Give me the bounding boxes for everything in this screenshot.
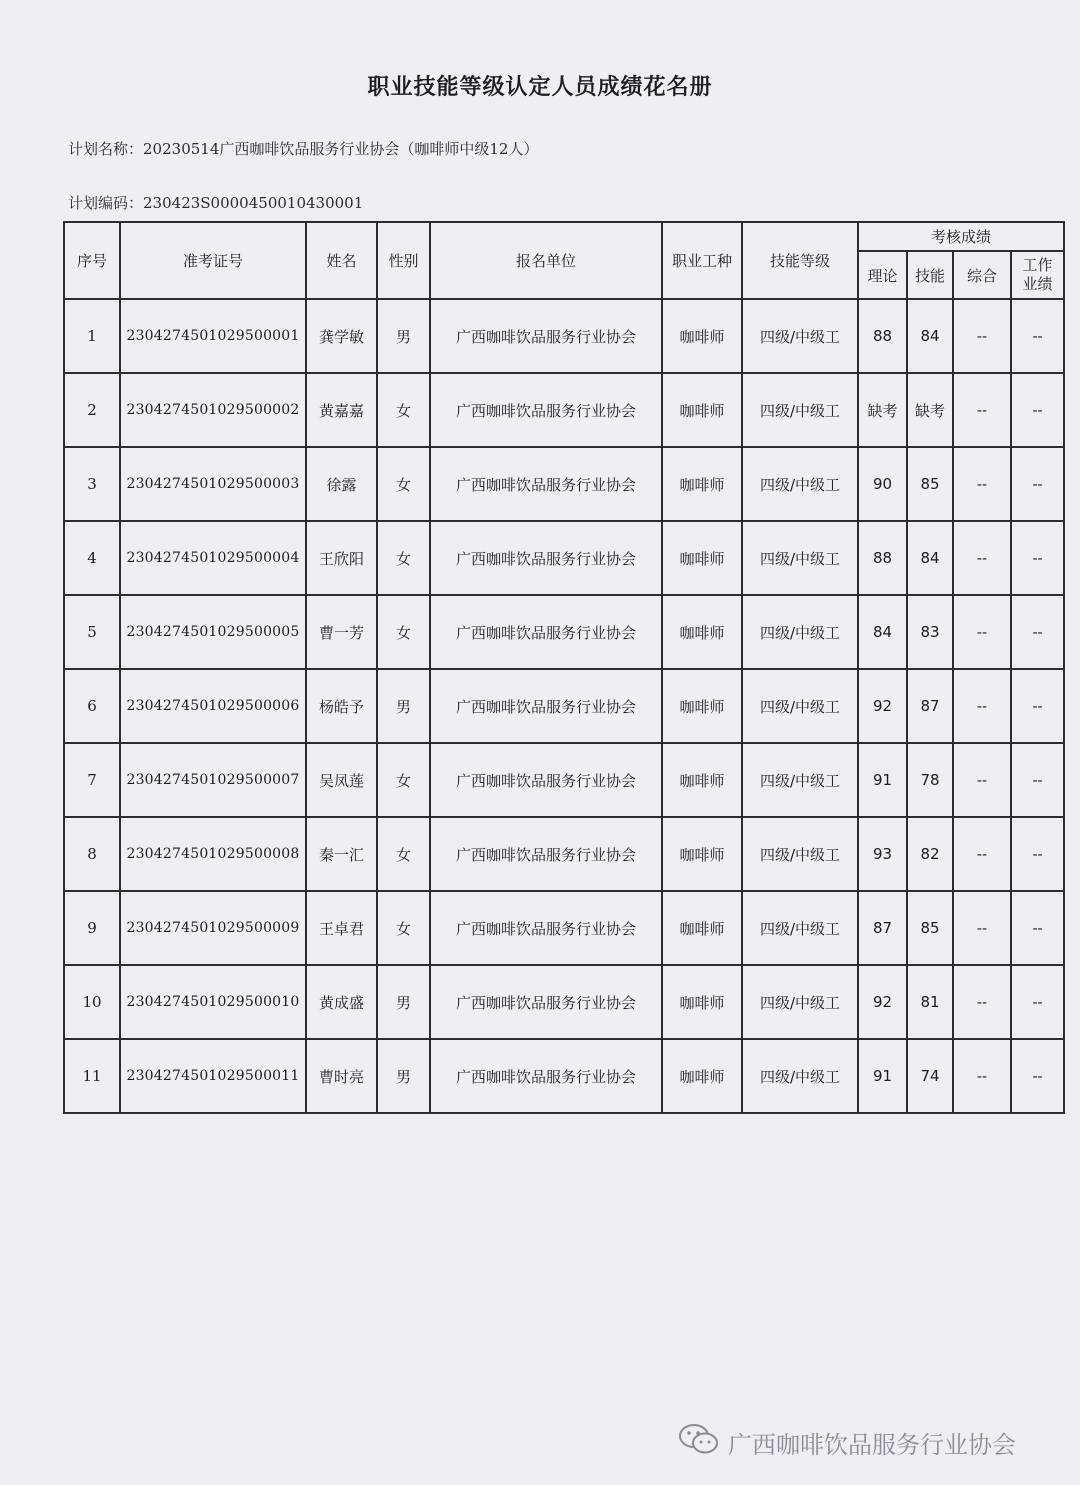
cell-exam-id: 2304274501029500008 — [120, 817, 306, 891]
cell-level: 四级/中级工 — [742, 373, 858, 447]
header-overall: 综合 — [953, 251, 1011, 299]
cell-name: 秦一汇 — [306, 817, 377, 891]
cell-theory: 88 — [858, 521, 907, 595]
roster-body — [64, 299, 1064, 1113]
cell-name: 黄嘉嘉 — [306, 373, 377, 447]
page-title: 职业技能等级认定人员成绩花名册 — [367, 75, 713, 100]
cell-skill: 78 — [907, 743, 953, 817]
cell-gender: 女 — [377, 447, 430, 521]
plan-name-label: 计划名称： — [68, 140, 144, 158]
cell-unit: 广西咖啡饮品服务行业协会 — [430, 521, 662, 595]
cell-gender: 男 — [377, 1039, 430, 1113]
cell-skill: 83 — [907, 595, 953, 669]
table-row — [64, 743, 1064, 817]
cell-theory: 87 — [858, 891, 907, 965]
cell-unit: 广西咖啡饮品服务行业协会 — [430, 373, 662, 447]
cell-theory: 缺考 — [858, 373, 907, 447]
cell-exam-id: 2304274501029500002 — [120, 373, 306, 447]
cell-unit: 广西咖啡饮品服务行业协会 — [430, 299, 662, 373]
cell-occupation: 咖啡师 — [662, 595, 742, 669]
table-row — [64, 521, 1064, 595]
cell-gender: 女 — [377, 743, 430, 817]
cell-overall: -- — [953, 521, 1011, 595]
plan-code-label: 计划编码： — [68, 194, 144, 212]
cell-skill: 缺考 — [907, 373, 953, 447]
cell-skill: 81 — [907, 965, 953, 1039]
cell-level: 四级/中级工 — [742, 447, 858, 521]
cell-theory: 90 — [858, 447, 907, 521]
header-row — [64, 222, 1064, 251]
cell-level: 四级/中级工 — [742, 1039, 858, 1113]
cell-gender: 女 — [377, 595, 430, 669]
watermark — [678, 1422, 1016, 1462]
table-row — [64, 965, 1064, 1039]
cell-theory: 92 — [858, 669, 907, 743]
cell-overall: -- — [953, 595, 1011, 669]
cell-gender: 女 — [377, 891, 430, 965]
header-name: 姓名 — [306, 222, 377, 299]
cell-exam-id: 2304274501029500006 — [120, 669, 306, 743]
cell-occupation: 咖啡师 — [662, 965, 742, 1039]
cell-name: 龚学敏 — [306, 299, 377, 373]
header-skill: 技能 — [907, 251, 953, 299]
cell-theory: 84 — [858, 595, 907, 669]
cell-overall: -- — [953, 373, 1011, 447]
plan-name-line — [68, 138, 538, 159]
cell-name: 王欣阳 — [306, 521, 377, 595]
cell-seq: 10 — [64, 965, 120, 1039]
cell-seq: 4 — [64, 521, 120, 595]
table-row — [64, 595, 1064, 669]
cell-seq: 1 — [64, 299, 120, 373]
table-row — [64, 299, 1064, 373]
cell-work: -- — [1011, 299, 1064, 373]
plan-name-value: 20230514广西咖啡饮品服务行业协会（咖啡师中级12人） — [143, 140, 539, 158]
cell-seq: 5 — [64, 595, 120, 669]
wechat-icon — [678, 1422, 720, 1462]
cell-occupation: 咖啡师 — [662, 299, 742, 373]
cell-seq: 9 — [64, 891, 120, 965]
table-row — [64, 373, 1064, 447]
cell-level: 四级/中级工 — [742, 595, 858, 669]
cell-overall: -- — [953, 891, 1011, 965]
cell-overall: -- — [953, 1039, 1011, 1113]
cell-work: -- — [1011, 595, 1064, 669]
table-row — [64, 817, 1064, 891]
cell-skill: 85 — [907, 891, 953, 965]
cell-work: -- — [1011, 965, 1064, 1039]
cell-unit: 广西咖啡饮品服务行业协会 — [430, 1039, 662, 1113]
cell-unit: 广西咖啡饮品服务行业协会 — [430, 595, 662, 669]
cell-level: 四级/中级工 — [742, 965, 858, 1039]
cell-unit: 广西咖啡饮品服务行业协会 — [430, 817, 662, 891]
cell-exam-id: 2304274501029500005 — [120, 595, 306, 669]
cell-exam-id: 2304274501029500001 — [120, 299, 306, 373]
cell-theory: 93 — [858, 817, 907, 891]
header-unit: 报名单位 — [430, 222, 662, 299]
cell-gender: 女 — [377, 521, 430, 595]
cell-work: -- — [1011, 669, 1064, 743]
cell-theory: 88 — [858, 299, 907, 373]
cell-skill: 87 — [907, 669, 953, 743]
header-work: 工作业绩 — [1011, 251, 1064, 299]
cell-occupation: 咖啡师 — [662, 817, 742, 891]
cell-gender: 男 — [377, 299, 430, 373]
cell-level: 四级/中级工 — [742, 817, 858, 891]
cell-work: -- — [1011, 521, 1064, 595]
header-seq: 序号 — [64, 222, 120, 299]
cell-theory: 92 — [858, 965, 907, 1039]
cell-name: 王卓君 — [306, 891, 377, 965]
cell-name: 曹一芳 — [306, 595, 377, 669]
cell-name: 黄成盛 — [306, 965, 377, 1039]
cell-skill: 84 — [907, 521, 953, 595]
cell-overall: -- — [953, 447, 1011, 521]
cell-level: 四级/中级工 — [742, 299, 858, 373]
header-gender: 性别 — [377, 222, 430, 299]
header-scores: 考核成绩 — [858, 222, 1064, 251]
cell-occupation: 咖啡师 — [662, 743, 742, 817]
cell-name: 徐露 — [306, 447, 377, 521]
cell-overall: -- — [953, 669, 1011, 743]
table-row — [64, 891, 1064, 965]
cell-seq: 11 — [64, 1039, 120, 1113]
cell-level: 四级/中级工 — [742, 891, 858, 965]
header-level: 技能等级 — [742, 222, 858, 299]
cell-unit: 广西咖啡饮品服务行业协会 — [430, 891, 662, 965]
cell-exam-id: 2304274501029500011 — [120, 1039, 306, 1113]
cell-unit: 广西咖啡饮品服务行业协会 — [430, 965, 662, 1039]
cell-occupation: 咖啡师 — [662, 521, 742, 595]
cell-occupation: 咖啡师 — [662, 373, 742, 447]
cell-work: -- — [1011, 1039, 1064, 1113]
cell-gender: 男 — [377, 669, 430, 743]
cell-unit: 广西咖啡饮品服务行业协会 — [430, 669, 662, 743]
cell-overall: -- — [953, 743, 1011, 817]
cell-name: 杨皓予 — [306, 669, 377, 743]
cell-skill: 85 — [907, 447, 953, 521]
cell-unit: 广西咖啡饮品服务行业协会 — [430, 447, 662, 521]
cell-work: -- — [1011, 447, 1064, 521]
cell-work: -- — [1011, 817, 1064, 891]
cell-name: 曹时亮 — [306, 1039, 377, 1113]
cell-level: 四级/中级工 — [742, 743, 858, 817]
cell-exam-id: 2304274501029500010 — [120, 965, 306, 1039]
cell-theory: 91 — [858, 1039, 907, 1113]
cell-occupation: 咖啡师 — [662, 669, 742, 743]
header-occupation: 职业工种 — [662, 222, 742, 299]
plan-code-line — [68, 192, 363, 213]
cell-work: -- — [1011, 891, 1064, 965]
header-theory: 理论 — [858, 251, 907, 299]
cell-occupation: 咖啡师 — [662, 447, 742, 521]
cell-overall: -- — [953, 965, 1011, 1039]
header-exam-id: 准考证号 — [120, 222, 306, 299]
cell-unit: 广西咖啡饮品服务行业协会 — [430, 743, 662, 817]
cell-exam-id: 2304274501029500004 — [120, 521, 306, 595]
plan-code-value: 230423S0000450010430001 — [143, 194, 364, 212]
cell-exam-id: 2304274501029500007 — [120, 743, 306, 817]
cell-exam-id: 2304274501029500003 — [120, 447, 306, 521]
cell-occupation: 咖啡师 — [662, 891, 742, 965]
cell-skill: 84 — [907, 299, 953, 373]
cell-overall: -- — [953, 817, 1011, 891]
cell-occupation: 咖啡师 — [662, 1039, 742, 1113]
watermark-text: 广西咖啡饮品服务行业协会 — [728, 1430, 1016, 1459]
cell-seq: 2 — [64, 373, 120, 447]
cell-seq: 7 — [64, 743, 120, 817]
cell-seq: 8 — [64, 817, 120, 891]
cell-seq: 3 — [64, 447, 120, 521]
cell-gender: 男 — [377, 965, 430, 1039]
cell-theory: 91 — [858, 743, 907, 817]
cell-skill: 74 — [907, 1039, 953, 1113]
cell-level: 四级/中级工 — [742, 669, 858, 743]
cell-work: -- — [1011, 743, 1064, 817]
cell-level: 四级/中级工 — [742, 521, 858, 595]
cell-gender: 女 — [377, 817, 430, 891]
cell-name: 吴凤莲 — [306, 743, 377, 817]
cell-seq: 6 — [64, 669, 120, 743]
table-row — [64, 669, 1064, 743]
table-row — [64, 1039, 1064, 1113]
cell-work: -- — [1011, 373, 1064, 447]
table-row — [64, 447, 1064, 521]
score-roster-table — [63, 221, 1065, 1114]
cell-overall: -- — [953, 299, 1011, 373]
cell-skill: 82 — [907, 817, 953, 891]
cell-exam-id: 2304274501029500009 — [120, 891, 306, 965]
cell-gender: 女 — [377, 373, 430, 447]
